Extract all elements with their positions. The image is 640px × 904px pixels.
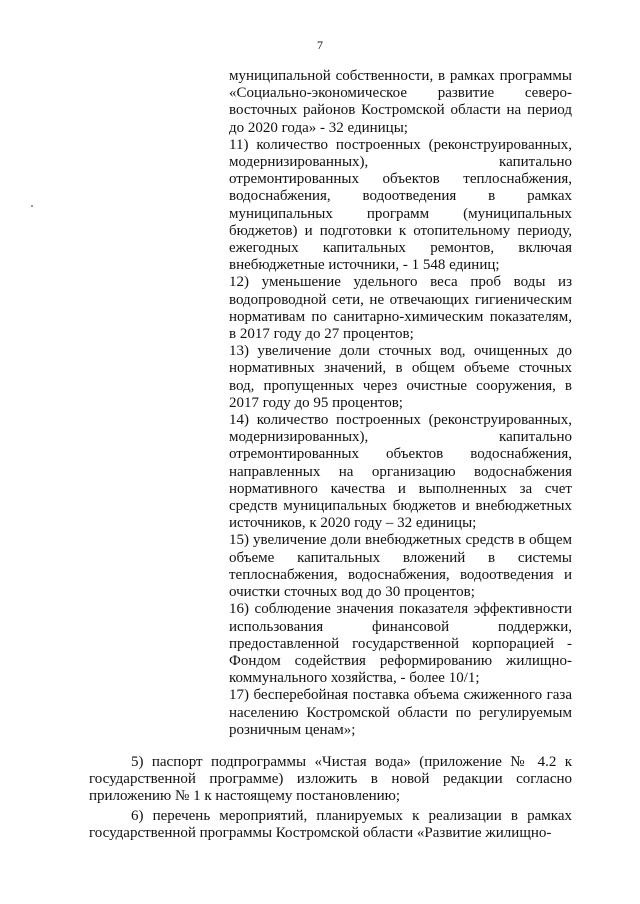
list-item-11: 11) количество построенных (реконструированных, модернизированных), капитально отремонтированных объектов теплоснабжения, водоснабжения, водоотведения в рамках муниципальных программ (муниципальных бюджетов) и подготовки к отопительному периоду, ежегодных капитальных ремонтов, включая внебюджетные источники, - 1 548 единиц;	[229, 136, 572, 274]
scan-speck	[31, 205, 33, 207]
list-item-16: 16) соблюдение значения показателя эффективности использования финансовой поддержки, предоставленной государственной корпорацией - Фондом содействия реформированию жилищно-коммунального хозяйства, - более 10/1;	[229, 601, 572, 687]
list-item-12: 12) уменьшение удельного веса проб воды из водопроводной сети, не отвечающих гигиеническим нормативам по санитарно-химическим показателям, в 2017 году до 27 процентов;	[229, 274, 572, 343]
list-item-13: 13) увеличение доли сточных вод, очищенных до нормативных значений, в общем объеме сточных вод, пропущенных через очистные сооружения, в 2017 году до 95 процентов;	[229, 343, 572, 411]
list-item-17: 17) бесперебойная поставка объема сжиженного газа населению Костромской области по регулируемым розничным ценам»;	[229, 687, 572, 738]
list-item-14: 14) количество построенных (реконструированных, модернизированных), капитально отремонтированных объектов водоснабжения, направленных на организацию водоснабжения нормативного качества и выполненных за счет средств муниципальных бюджетов и внебюджетных источников, к 2020 году – 32 единицы;	[229, 412, 572, 532]
paragraph-5: 5) паспорт подпрограммы «Чистая вода» (приложение № 4.2 к государственной программе) изложить в новой редакции согласно приложению № 1 к настоящему постановлению;	[89, 754, 572, 805]
paragraph-6: 6) перечень мероприятий, планируемых к реализации в рамках государственной программы Костромской области «Развитие жилищно-	[89, 807, 572, 841]
list-intro: муниципальной собственности, в рамках программы «Социально-экономическое развитие северо-восточных районов Костромской области на период до 2020 года» - 32 единицы;	[229, 68, 572, 136]
page-number: 7	[317, 38, 323, 52]
list-item-15: 15) увеличение доли внебюджетных средств в общем объеме капитальных вложений в системы теплоснабжения, водоснабжения, водоотведения и очистки сточных вод до 30 процентов;	[229, 532, 572, 601]
body-text	[89, 754, 572, 842]
indicator-list	[229, 68, 572, 739]
